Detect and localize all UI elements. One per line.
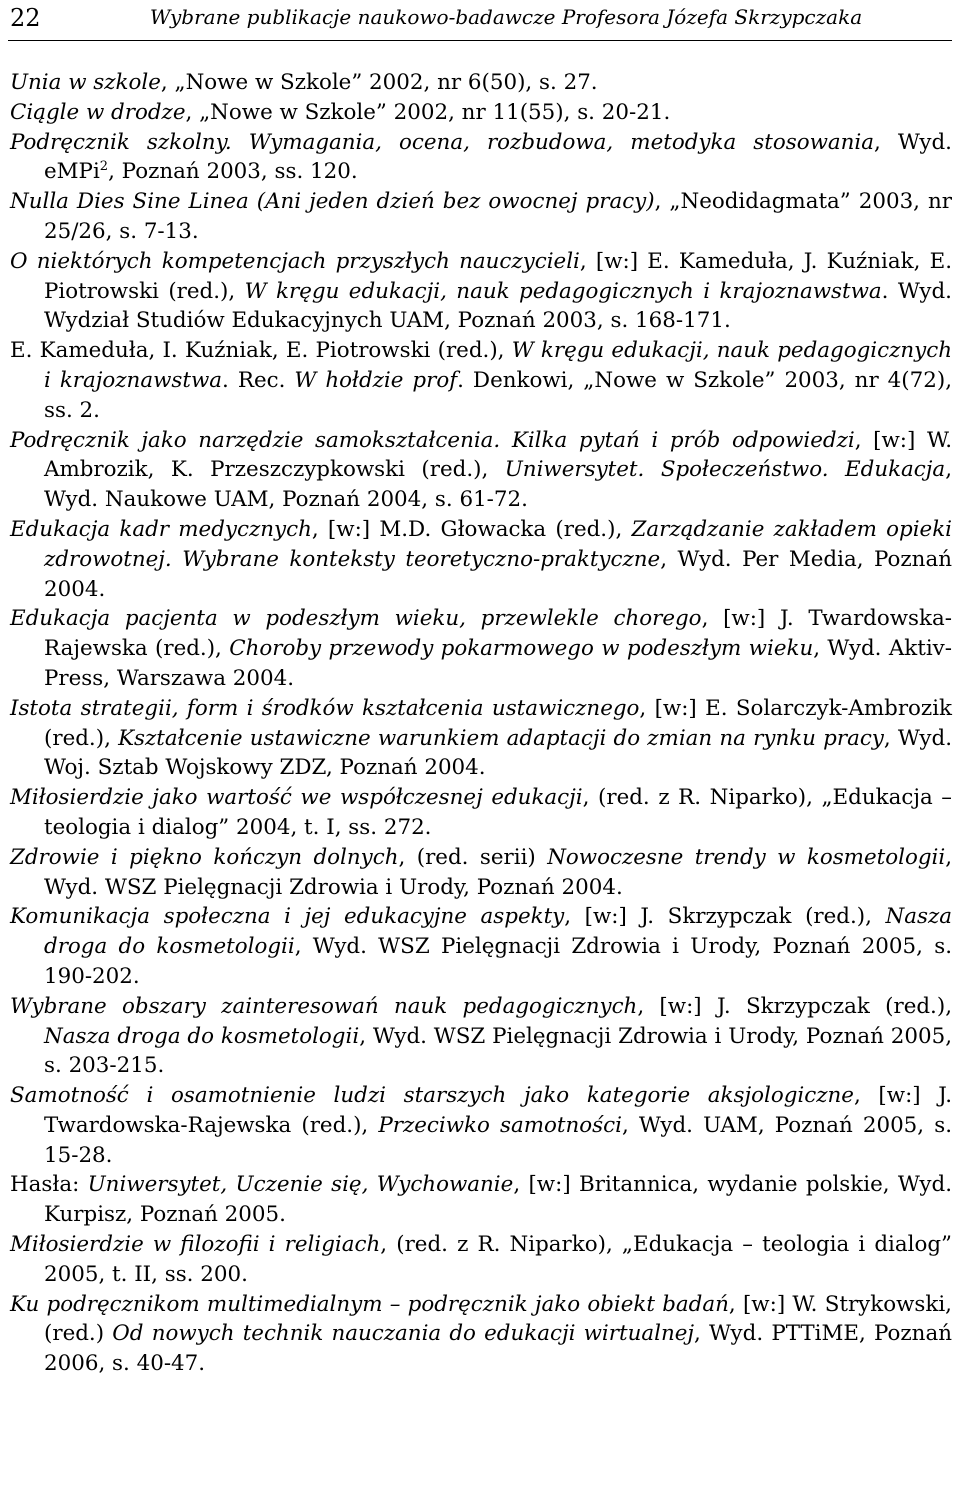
bibliography-entry [10,604,952,693]
superscript: 2 [99,159,109,175]
bibliography-entry [10,128,952,188]
entry-title-italic: Od nowych technik nauczania do edukacji wirtualnej [112,1321,695,1347]
entry-text: , (red. z R. Niparko), „Edukacja – teologia i dialog” 2004, t. I, ss. 272. [44,785,952,840]
entry-text: , [w:] J. Twardowska-Rajewska (red.), [44,1083,952,1138]
entry-title-italic: Ku podręcznikom multimedialnym – podręcznik jako obiekt badań [10,1291,729,1317]
entry-title-italic: Miłosierdzie w filozofii i religiach [10,1232,381,1258]
bibliography-entry [10,902,952,991]
entry-title-italic: Istota strategii, form i środków kształcenia ustawicznego [10,695,640,721]
entry-text: , Poznań 2003, ss. 120. [108,159,358,185]
entry-title-italic: Uniwersytet. Społeczeństwo. Edukacja [504,457,946,483]
entry-text: , [w:] W. Strykowski, (red.) [44,1291,952,1347]
bibliography-entry [10,98,952,128]
entry-text: , (red. serii) [398,844,548,870]
entry-text: Hasła: [10,1172,88,1198]
entry-title-italic: Ciągle w drodze [10,99,186,125]
bibliography-entry [10,1230,952,1290]
entry-text: , [w:] M.D. Głowacka (red.), [311,516,632,542]
bibliography-entry [10,336,952,425]
entry-title-italic: Nowoczesne trendy w kosmetologii [547,844,946,870]
entry-text: , [w:] Britannica, wydanie polskie, Wyd. Kurpisz, Poznań 2005. [44,1172,952,1228]
entry-text: , [w:] E. Kameduła, J. Kuźniak, E. Piotrowski (red.), [44,248,952,304]
bibliography-list [10,68,952,1379]
entry-text: , [w:] E. Solarczyk-Ambrozik (red.), [44,695,952,751]
entry-text: , Wyd. Per Media, Poznań 2004. [44,546,952,602]
entry-text: , Wyd. Naukowe UAM, Poznań 2004, s. 61-72. [44,457,952,513]
entry-title-italic: Zarządzanie zakładem opieki zdrowotnej. Wybrane konteksty teoretyczno-praktyczne [44,516,953,572]
entry-text: , Wyd. Aktiv-Press, Warszawa 2004. [44,636,952,691]
bibliography-entry [10,1170,952,1230]
entry-text: , „Nowe w Szkole” 2002, nr 11(55), s. 20-21. [185,99,671,125]
entry-text: . Rec. [222,367,295,393]
entry-title-italic: Podręcznik jako narzędzie samokształcenia. Kilka pytań i prób odpowiedzi [10,427,855,453]
entry-text: , [w:] J. Twardowska-Rajewska (red.), [44,606,952,662]
entry-text: , Wyd. UAM, Poznań 2005, s. 15-28. [44,1112,952,1168]
entry-text: , Wyd. WSZ Pielęgnacji Zdrowia i Urody, Poznań 2005, s. 203-215. [44,1023,952,1079]
page-header [8,2,952,41]
entry-title-italic: Uniwersytet, Uczenie się, Wychowanie [87,1172,514,1198]
entry-title-italic: Edukacja kadr medycznych [10,516,312,542]
bibliography-entry [10,694,952,783]
bibliography-entry [10,992,952,1081]
entry-text: E. Kameduła, I. Kuźniak, E. Piotrowski (red.), [10,338,512,364]
bibliography-entry [10,1290,952,1379]
entry-text: , „Nowe w Szkole” 2002, nr 6(50), s. 27. [160,70,598,95]
entry-text: , [w:] J. Skrzypczak (red.), [637,993,952,1019]
entry-text: , [w:] J. Skrzypczak (red.), [564,904,886,930]
entry-text: , „Neodidagmata” 2003, nr 25/26, s. 7-13. [44,189,952,244]
entry-text: , [w:] W. Ambrozik, K. Przeszczypkowski (red.), [44,427,952,483]
page-number: 22 [10,4,41,32]
entry-text: , Wyd. Woj. Sztab Wojskowy ZDZ, Poznań 2004. [44,725,952,781]
entry-text: , Wyd. PTTiME, Poznań 2006, s. 40-47. [44,1321,952,1377]
entry-text: , Wyd. eMPi [44,129,952,185]
entry-title-italic: Komunikacja społeczna i jej edukacyjne aspekty [10,904,565,930]
entry-title-italic: Nasza droga do kosmetologii [44,904,952,960]
bibliography-entry [10,783,952,843]
bibliography-entry [10,247,952,336]
entry-title-italic: W kręgu edukacji, nauk pedagogicznych i krajoznawstwa [244,278,882,304]
entry-title-italic: Choroby przewody pokarmowego w podeszłym wieku [229,636,814,662]
bibliography-entry [10,187,952,247]
entry-title-italic: W kręgu edukacji, nauk pedagogicznych i krajoznawstwa [44,338,952,393]
bibliography-entry [10,515,952,604]
entry-title-italic: Edukacja pacjenta w podeszłym wieku, przewlekle chorego [10,606,702,632]
entry-title-italic: Przeciwko samotności [378,1112,622,1138]
entry-text: , (red. z R. Niparko), „Edukacja – teologia i dialog” 2005, t. II, ss. 200. [44,1232,952,1287]
entry-title-italic: Samotność i osamotnienie ludzi starszych jako kategorie aksjologiczne [10,1083,854,1109]
bibliography-entry [10,68,952,98]
bibliography-entry [10,843,952,903]
entry-title-italic: O niektórych kompetencjach przyszłych nauczycieli [10,248,580,274]
entry-title-italic: Unia w szkole [10,70,161,95]
running-title: Wybrane publikacje naukowo-badawcze Profesora Józefa Skrzypczaka [149,5,863,29]
entry-title-italic: Zdrowie i piękno kończyn dolnych [10,844,399,870]
entry-text: . Denkowi, „Nowe w Szkole” 2003, nr 4(72), ss. 2. [44,367,952,423]
bibliography-entry [10,1081,952,1170]
entry-title-italic: Nasza droga do kosmetologii [44,1023,360,1049]
entry-text: . Wyd. Wydział Studiów Edukacyjnych UAM, Poznań 2003, s. 168-171. [44,278,952,334]
entry-title-italic: Miłosierdzie jako wartość we współczesnej edukacji [10,785,583,811]
entry-title-italic: W hołdzie prof [294,367,458,393]
entry-title-italic: Nulla Dies Sine Linea (Ani jeden dzień bez owocnej pracy) [10,189,655,215]
entry-title-italic: Podręcznik szkolny. Wymagania, ocena, rozbudowa, metodyka stosowania [10,129,875,155]
entry-text: , Wyd. WSZ Pielęgnacji Zdrowia i Urody, Poznań 2005, s. 190-202. [44,934,952,989]
bibliography-entry [10,426,952,515]
entry-text: , Wyd. WSZ Pielęgnacji Zdrowia i Urody, Poznań 2004. [44,844,953,900]
entry-title-italic: Wybrane obszary zainteresowań nauk pedagogicznych [10,993,638,1019]
entry-title-italic: Kształcenie ustawiczne warunkiem adaptacji do zmian na rynku pracy [118,725,884,751]
